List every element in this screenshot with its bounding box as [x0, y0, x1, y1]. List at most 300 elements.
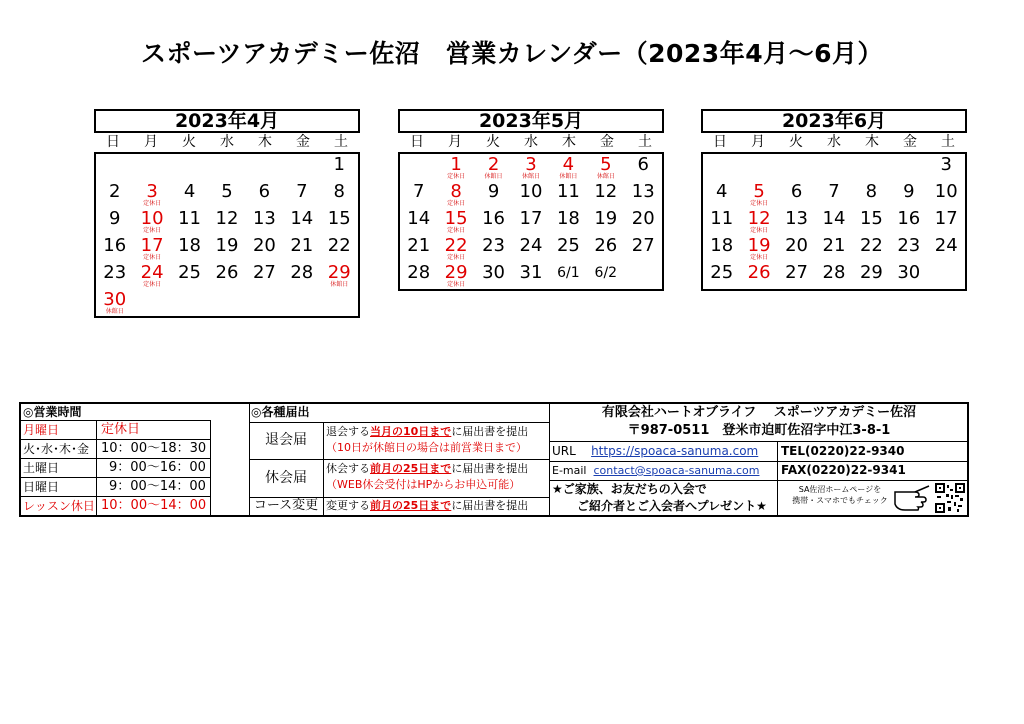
calendar-empty-cell	[703, 154, 740, 181]
calendar-day	[321, 181, 358, 208]
day-number: 1	[450, 154, 462, 175]
calendar-day	[400, 208, 437, 235]
calendar-day	[475, 235, 512, 262]
calendar-day	[208, 235, 245, 262]
day-note: 休館日	[105, 308, 124, 315]
calendar-day	[703, 208, 740, 235]
calendar-day	[625, 235, 662, 262]
day-number: 5	[753, 181, 765, 202]
calendar-week	[96, 235, 358, 262]
day-number: 12	[594, 181, 618, 202]
calendar-month-label: 2023年4月	[94, 109, 360, 133]
day-number: 17	[519, 208, 543, 229]
calendar-day	[475, 154, 512, 181]
day-number: 3	[525, 154, 537, 175]
calendar-empty-cell	[740, 154, 777, 181]
weekday-label: 水	[827, 134, 841, 150]
day-note: 定休日	[143, 281, 162, 288]
promo-line-2: ご紹介者とご入会者へプレゼント★	[577, 499, 767, 513]
weekday-label: 金	[296, 134, 310, 150]
withdraw-rule	[326, 424, 528, 456]
day-note: 休館日	[521, 173, 540, 180]
day-number: 17	[140, 235, 164, 256]
day-number: 12	[747, 208, 771, 229]
calendar-week	[703, 262, 965, 289]
calendar-day	[890, 262, 927, 289]
calendar-day	[133, 235, 170, 262]
calendar-day	[550, 262, 587, 289]
calendar-week	[96, 154, 358, 181]
qr-code-icon[interactable]	[935, 483, 965, 513]
calendar-empty-cell	[133, 154, 170, 181]
hours-day: レッスン休日	[21, 497, 97, 516]
hours-day: 日曜日	[21, 478, 97, 496]
calendar-day	[587, 208, 624, 235]
calendar-empty-cell	[400, 154, 437, 181]
day-number: 18	[556, 208, 580, 229]
calendar-day	[133, 208, 170, 235]
calendar-empty-cell	[208, 289, 245, 316]
info-panel	[19, 402, 969, 517]
day-number: 13	[631, 181, 655, 202]
day-number: 28	[290, 262, 314, 283]
calendar-day	[703, 181, 740, 208]
day-number: 4	[715, 181, 728, 202]
calendar-day	[171, 235, 208, 262]
calendar-day	[815, 262, 852, 289]
day-number: 15	[444, 208, 468, 229]
day-number: 9	[487, 181, 500, 202]
calendar-day	[96, 262, 133, 289]
day-number: 10	[140, 208, 164, 229]
qr-caption-line-2: 携帯・スマホでもチェック	[792, 496, 888, 505]
calendar-day	[550, 208, 587, 235]
weekday-label: 火	[182, 134, 196, 150]
calendar-day	[890, 181, 927, 208]
calendar-day	[171, 208, 208, 235]
calendar-empty-cell	[246, 154, 283, 181]
day-number: 22	[327, 235, 351, 256]
day-number: 9	[903, 181, 915, 202]
calendar-day	[625, 154, 662, 181]
leave-post: に届出書を提出	[451, 462, 529, 475]
url-row	[552, 443, 758, 460]
calendar-week	[96, 181, 358, 208]
calendar-empty-cell	[283, 154, 320, 181]
website-link[interactable]: https://spoaca-sanuma.com	[591, 444, 759, 458]
day-number: 15	[859, 208, 883, 229]
day-number: 23	[103, 262, 127, 283]
day-number: 27	[785, 262, 808, 283]
day-number: 4	[562, 154, 575, 175]
calendar-day	[928, 154, 965, 181]
day-number: 7	[296, 181, 308, 202]
day-number: 28	[407, 262, 431, 283]
calendar-empty-cell	[283, 289, 320, 316]
day-number: 1	[333, 154, 345, 175]
day-number: 21	[822, 235, 846, 256]
weekday-row	[398, 133, 664, 152]
leave-deadline: 前月の25日まで	[370, 462, 452, 475]
calendar-week	[96, 262, 358, 289]
calendar-may	[398, 109, 664, 291]
calendar-empty-cell	[246, 289, 283, 316]
weekday-row	[94, 133, 360, 152]
day-number: 27	[631, 235, 655, 256]
calendar-day	[321, 262, 358, 289]
calendar-day	[171, 181, 208, 208]
day-number: 11	[178, 208, 201, 229]
calendar-empty-cell	[853, 154, 890, 181]
day-number: 11	[710, 208, 734, 229]
calendar-day	[208, 262, 245, 289]
company-address: 〒987-0511 登米市迫町佐沼字中江3-8-1	[627, 423, 891, 438]
day-number: 28	[822, 262, 846, 283]
calendar-week	[96, 289, 358, 316]
day-number: 27	[252, 262, 276, 283]
calendar-day	[550, 235, 587, 262]
withdraw-deadline: 当月の10日まで	[370, 425, 452, 438]
day-number: 14	[822, 208, 846, 229]
course-post: に届出書を提出	[451, 499, 529, 512]
calendar-day	[853, 235, 890, 262]
day-number: 13	[252, 208, 276, 229]
day-number: 24	[934, 235, 958, 256]
calendar-grid	[398, 152, 664, 291]
calendar-grid	[94, 152, 360, 318]
calendar-day	[778, 262, 815, 289]
calendar-week	[703, 235, 965, 262]
day-number: 24	[519, 235, 543, 256]
day-number: 8	[450, 181, 462, 202]
weekday-label: 日	[106, 134, 120, 150]
weekday-label: 日	[713, 134, 727, 150]
day-number: 23	[482, 235, 505, 256]
calendar-day	[740, 208, 777, 235]
withdraw-pre: 退会する	[326, 425, 370, 438]
calendar-day	[625, 208, 662, 235]
calendar-empty-cell	[96, 154, 133, 181]
day-number: 7	[412, 181, 425, 202]
day-number: 26	[215, 262, 239, 283]
calendar-grid	[701, 152, 967, 291]
calendar-week	[400, 208, 662, 235]
email-label: E-mail	[552, 464, 587, 477]
company-name: 有限会社ハートオブライフ スポーツアカデミー佐沼	[601, 405, 917, 420]
calendar-day	[815, 235, 852, 262]
hours-heading: ◎営業時間	[23, 405, 82, 419]
calendar-empty-cell	[890, 154, 927, 181]
calendar-week	[400, 235, 662, 262]
calendar-day	[928, 181, 965, 208]
email-row	[552, 462, 759, 479]
qr-caption-line-1: SA佐沼ホームページを	[798, 485, 882, 494]
day-number: 8	[865, 181, 878, 202]
leave-pre: 休会する	[326, 462, 370, 475]
calendar-day	[437, 208, 474, 235]
calendar-day	[890, 208, 927, 235]
day-number: 10	[519, 181, 543, 202]
day-number: 6/1	[557, 265, 580, 281]
day-note: 定休日	[750, 227, 769, 234]
calendar-day	[133, 181, 170, 208]
weekday-label: 木	[865, 134, 879, 150]
day-number: 4	[183, 181, 196, 202]
calendar-april	[94, 109, 360, 318]
weekday-label: 火	[486, 134, 500, 150]
day-number: 21	[407, 235, 431, 256]
day-number: 10	[934, 181, 958, 202]
day-number: 12	[215, 208, 239, 229]
calendar-day	[550, 181, 587, 208]
calendar-week	[703, 154, 965, 181]
calendar-day	[171, 262, 208, 289]
course-deadline: 前月の25日まで	[370, 499, 452, 512]
calendar-day	[96, 235, 133, 262]
calendar-day	[625, 181, 662, 208]
hours-time: 定休日	[101, 422, 141, 437]
leave-rule	[326, 461, 528, 493]
hours-time: 10：00～18：30	[101, 441, 207, 456]
calendar-day	[928, 208, 965, 235]
calendar-day	[815, 181, 852, 208]
calendar-day	[550, 154, 587, 181]
weekday-label: 木	[258, 134, 272, 150]
calendar-day	[740, 262, 777, 289]
day-note: 休館日	[559, 173, 578, 180]
withdraw-note: （10日が休館日の場合は前営業日まで）	[326, 441, 527, 454]
calendar-day	[703, 235, 740, 262]
weekday-row	[701, 133, 967, 152]
calendar-empty-cell	[625, 262, 662, 289]
hours-row	[21, 497, 210, 516]
day-number: 31	[519, 262, 543, 283]
hours-day: 火･水･木･金	[21, 440, 97, 458]
day-number: 6/2	[594, 265, 618, 281]
day-number: 22	[859, 235, 883, 256]
day-note: 休館日	[330, 281, 349, 288]
day-note: 定休日	[447, 227, 466, 234]
qr-caption	[781, 484, 899, 506]
weekday-label: 月	[144, 134, 158, 150]
day-number: 25	[178, 262, 201, 283]
calendar-day	[246, 208, 283, 235]
day-number: 3	[940, 154, 952, 175]
calendar-day	[321, 235, 358, 262]
calendar-day	[246, 262, 283, 289]
day-note: 休館日	[596, 173, 615, 180]
calendar-day	[437, 235, 474, 262]
day-number: 29	[444, 262, 468, 283]
calendar-day	[512, 262, 549, 289]
day-note: 定休日	[750, 200, 769, 207]
weekday-label: 金	[903, 134, 917, 150]
day-number: 11	[556, 181, 580, 202]
calendar-month-label: 2023年5月	[398, 109, 664, 133]
calendar-empty-cell	[171, 289, 208, 316]
calendar-day	[512, 154, 549, 181]
day-number: 19	[747, 235, 771, 256]
day-number: 14	[407, 208, 431, 229]
calendar-day	[778, 235, 815, 262]
calendar-week	[400, 154, 662, 181]
calendar-empty-cell	[928, 262, 965, 289]
calendar-day	[890, 235, 927, 262]
email-link[interactable]: contact@spoaca-sanuma.com	[593, 464, 760, 477]
weekday-label: 水	[524, 134, 538, 150]
day-number: 26	[747, 262, 771, 283]
day-number: 5	[221, 181, 233, 202]
day-number: 29	[327, 262, 351, 283]
day-number: 22	[444, 235, 468, 256]
day-note: 定休日	[447, 173, 466, 180]
weekday-label: 月	[751, 134, 765, 150]
day-number: 20	[785, 235, 808, 256]
weekday-label: 土	[941, 134, 955, 150]
calendar-day	[853, 262, 890, 289]
calendar-day	[475, 181, 512, 208]
calendar-empty-cell	[171, 154, 208, 181]
weekday-label: 木	[562, 134, 576, 150]
day-number: 3	[146, 181, 158, 202]
day-number: 19	[215, 235, 239, 256]
calendar-day	[400, 262, 437, 289]
leave-label: 休会届	[265, 470, 307, 486]
withdraw-label: 退会届	[265, 432, 307, 448]
calendar-month-label: 2023年6月	[701, 109, 967, 133]
day-number: 2	[108, 181, 121, 202]
promo-line-1: ★ご家族、お友だちの入会で	[552, 482, 707, 496]
page-title: スポーツアカデミー佐沼 営業カレンダー（2023年4月～6月）	[141, 39, 883, 68]
day-note: 定休日	[143, 227, 162, 234]
day-note: 定休日	[750, 254, 769, 261]
day-number: 15	[327, 208, 351, 229]
day-number: 16	[897, 208, 921, 229]
day-number: 17	[934, 208, 958, 229]
calendar-day	[437, 154, 474, 181]
tel-number: TEL(0220)22-9340	[781, 444, 905, 458]
calendar-day	[321, 154, 358, 181]
calendar-empty-cell	[133, 289, 170, 316]
calendar-week	[400, 262, 662, 289]
hours-row	[21, 478, 210, 497]
weekday-label: 土	[334, 134, 348, 150]
weekday-label: 月	[448, 134, 462, 150]
course-pre: 変更する	[326, 499, 370, 512]
calendar-day	[246, 235, 283, 262]
hours-row	[21, 421, 210, 440]
forms-heading: ◎各種届出	[251, 405, 310, 419]
calendar-week	[96, 208, 358, 235]
calendar-day	[512, 181, 549, 208]
calendar-week	[703, 181, 965, 208]
hours-day: 月曜日	[21, 421, 97, 439]
weekday-label: 金	[600, 134, 614, 150]
day-number: 7	[828, 181, 840, 202]
url-label: URL	[552, 444, 576, 458]
calendar-day	[853, 208, 890, 235]
calendar-day	[740, 181, 777, 208]
hours-day: 土曜日	[21, 459, 97, 477]
day-number: 20	[631, 208, 655, 229]
calendar-day	[283, 235, 320, 262]
day-number: 30	[103, 289, 127, 310]
calendar-day	[928, 235, 965, 262]
day-number: 26	[594, 235, 618, 256]
calendar-day	[778, 181, 815, 208]
day-number: 16	[482, 208, 505, 229]
hours-row	[21, 440, 210, 459]
leave-note: （WEB休会受付はHPからお申込可能）	[326, 478, 521, 491]
day-number: 20	[252, 235, 276, 256]
calendar-day	[587, 235, 624, 262]
day-number: 23	[897, 235, 921, 256]
calendar-empty-cell	[815, 154, 852, 181]
calendar-day	[283, 262, 320, 289]
calendar-day	[400, 181, 437, 208]
calendar-empty-cell	[321, 289, 358, 316]
calendar-day	[778, 208, 815, 235]
weekday-label: 火	[789, 134, 803, 150]
calendar-day	[512, 235, 549, 262]
calendar-day	[853, 181, 890, 208]
calendar-day	[283, 181, 320, 208]
calendar-day	[587, 154, 624, 181]
pointing-hand-icon	[893, 482, 933, 515]
day-number: 30	[482, 262, 505, 283]
hours-row	[21, 459, 210, 478]
day-note: 休館日	[484, 173, 503, 180]
day-number: 5	[600, 154, 612, 175]
hours-time: 10：00～14：00	[101, 498, 207, 513]
hours-time: 9：00～14：00	[109, 479, 206, 494]
calendar-week	[703, 208, 965, 235]
calendar-day	[437, 262, 474, 289]
day-number: 9	[108, 208, 121, 229]
day-number: 30	[897, 262, 921, 283]
calendar-day	[96, 289, 133, 316]
day-number: 6	[637, 154, 649, 175]
calendar-empty-cell	[208, 154, 245, 181]
day-number: 6	[258, 181, 271, 202]
weekday-label: 日	[410, 134, 424, 150]
calendar-day	[133, 262, 170, 289]
calendar-day	[96, 208, 133, 235]
day-number: 19	[594, 208, 618, 229]
calendar-day	[208, 181, 245, 208]
calendar-day	[475, 262, 512, 289]
weekday-label: 水	[220, 134, 234, 150]
calendar-day	[400, 235, 437, 262]
day-number: 25	[710, 262, 734, 283]
calendar-day	[208, 208, 245, 235]
calendar-day	[512, 208, 549, 235]
day-note: 定休日	[447, 254, 466, 261]
day-number: 25	[556, 235, 580, 256]
day-number: 21	[290, 235, 314, 256]
calendar-day	[587, 181, 624, 208]
day-number: 6	[790, 181, 803, 202]
day-note: 定休日	[143, 200, 162, 207]
day-number: 2	[487, 154, 500, 175]
calendar-day	[437, 181, 474, 208]
calendar-day	[740, 235, 777, 262]
hours-time: 9：00～16：00	[109, 460, 206, 475]
withdraw-post: に届出書を提出	[451, 425, 529, 438]
calendar-day	[283, 208, 320, 235]
day-number: 8	[333, 181, 345, 202]
calendar-day	[246, 181, 283, 208]
